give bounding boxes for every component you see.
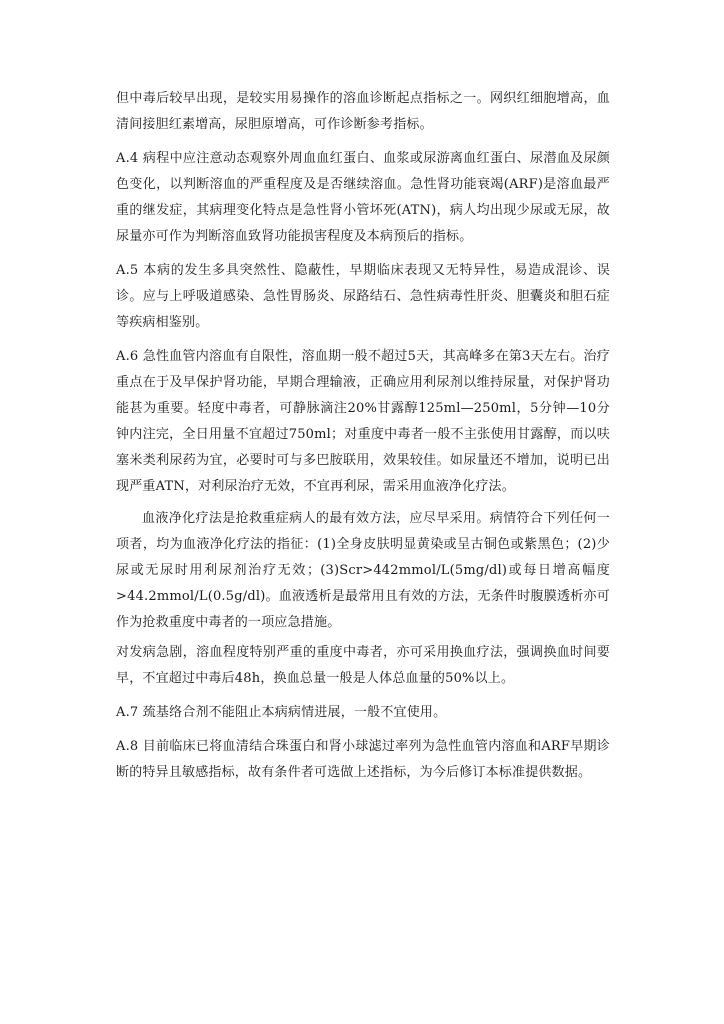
paragraph-a5: A.5 本病的发生多具突然性、隐蔽性，早期临床表现又无特异性，易造成混诊、误诊。应与上呼吸道感染、急性胃肠炎、尿路结石、急性病毒性肝炎、胆囊炎和胆石症等疾病相鉴别。 [116,263,610,330]
paragraph-a6: A.6 急性血管内溶血有自限性，溶血期一般不超过5天，其高峰多在第3天左右。治疗重点在于及早保护肾功能，早期合理输液，正确应用利尿剂以维持尿量，对保护肾功能甚为重要。轻度中毒者，可静脉滴注20%甘露醇125ml—250ml，5分钟—10分钟内注完，全日用量不宜超过750ml；对重度中毒者一般不主张使用甘露醇，而以呋塞米类利尿药为宜，必要时可与多巴胺联用，效果较佳。如尿量还不增加，说明已出现严重ATN，对利尿治疗无效，不宜再利尿，需采用血液净化疗法。 [116,349,610,494]
paragraph-blood-purification: 血液净化疗法是抢救重症病人的最有效方法，应尽早采用。病情符合下列任何一项者，均为血液净化疗法的指征：(1)全身皮肤明显黄染或呈古铜色或紫黑色；(2)少尿或无尿时用利尿剂治疗无效；(3)Scr>442mmol/L(5mg/dl)或每日增高幅度>44.2mmol/L(0.5g/dl)。血液透析是最常用且有效的方法，无条件时腹膜透析亦可作为抢救重度中毒者的一项应急措施。 [116,511,610,630]
paragraph-a4: A.4 病程中应注意动态观察外周血血红蛋白、血浆或尿游离血红蛋白、尿潜血及尿颜色变化，以判断溶血的严重程度及是否继续溶血。急性肾功能衰竭(ARF)是溶血最严重的继发症，其病理变化特点是急性肾小管坏死(ATN)，病人均出现少尿或无尿，故尿量亦可作为判断溶血致肾功能损害程度及本病预后的指标。 [116,151,610,244]
paragraph-a8: A.8 目前临床已将血清结合珠蛋白和肾小球滤过率列为急性血管内溶血和ARF早期诊断的特异且敏感指标，故有条件者可选做上述指标，为今后修订本标准提供数据。 [116,739,610,780]
document-body [116,86,610,794]
paragraph-a7: A.7 巯基络合剂不能阻止本病病情进展，一般不宜使用。 [116,705,447,720]
paragraph-exchange-transfusion: 对发病急剧，溶血程度特别严重的重度中毒者，亦可采用换血疗法，强调换血时间要早，不宜超过中毒后48h，换血总量一般是人体总血量的50%以上。 [116,645,610,686]
paragraph-hemolysis-indicators: 但中毒后较早出现，是较实用易操作的溶血诊断起点指标之一。网织红细胞增高，血清间接胆红素增高，尿胆原增高，可作诊断参考指标。 [116,91,610,132]
